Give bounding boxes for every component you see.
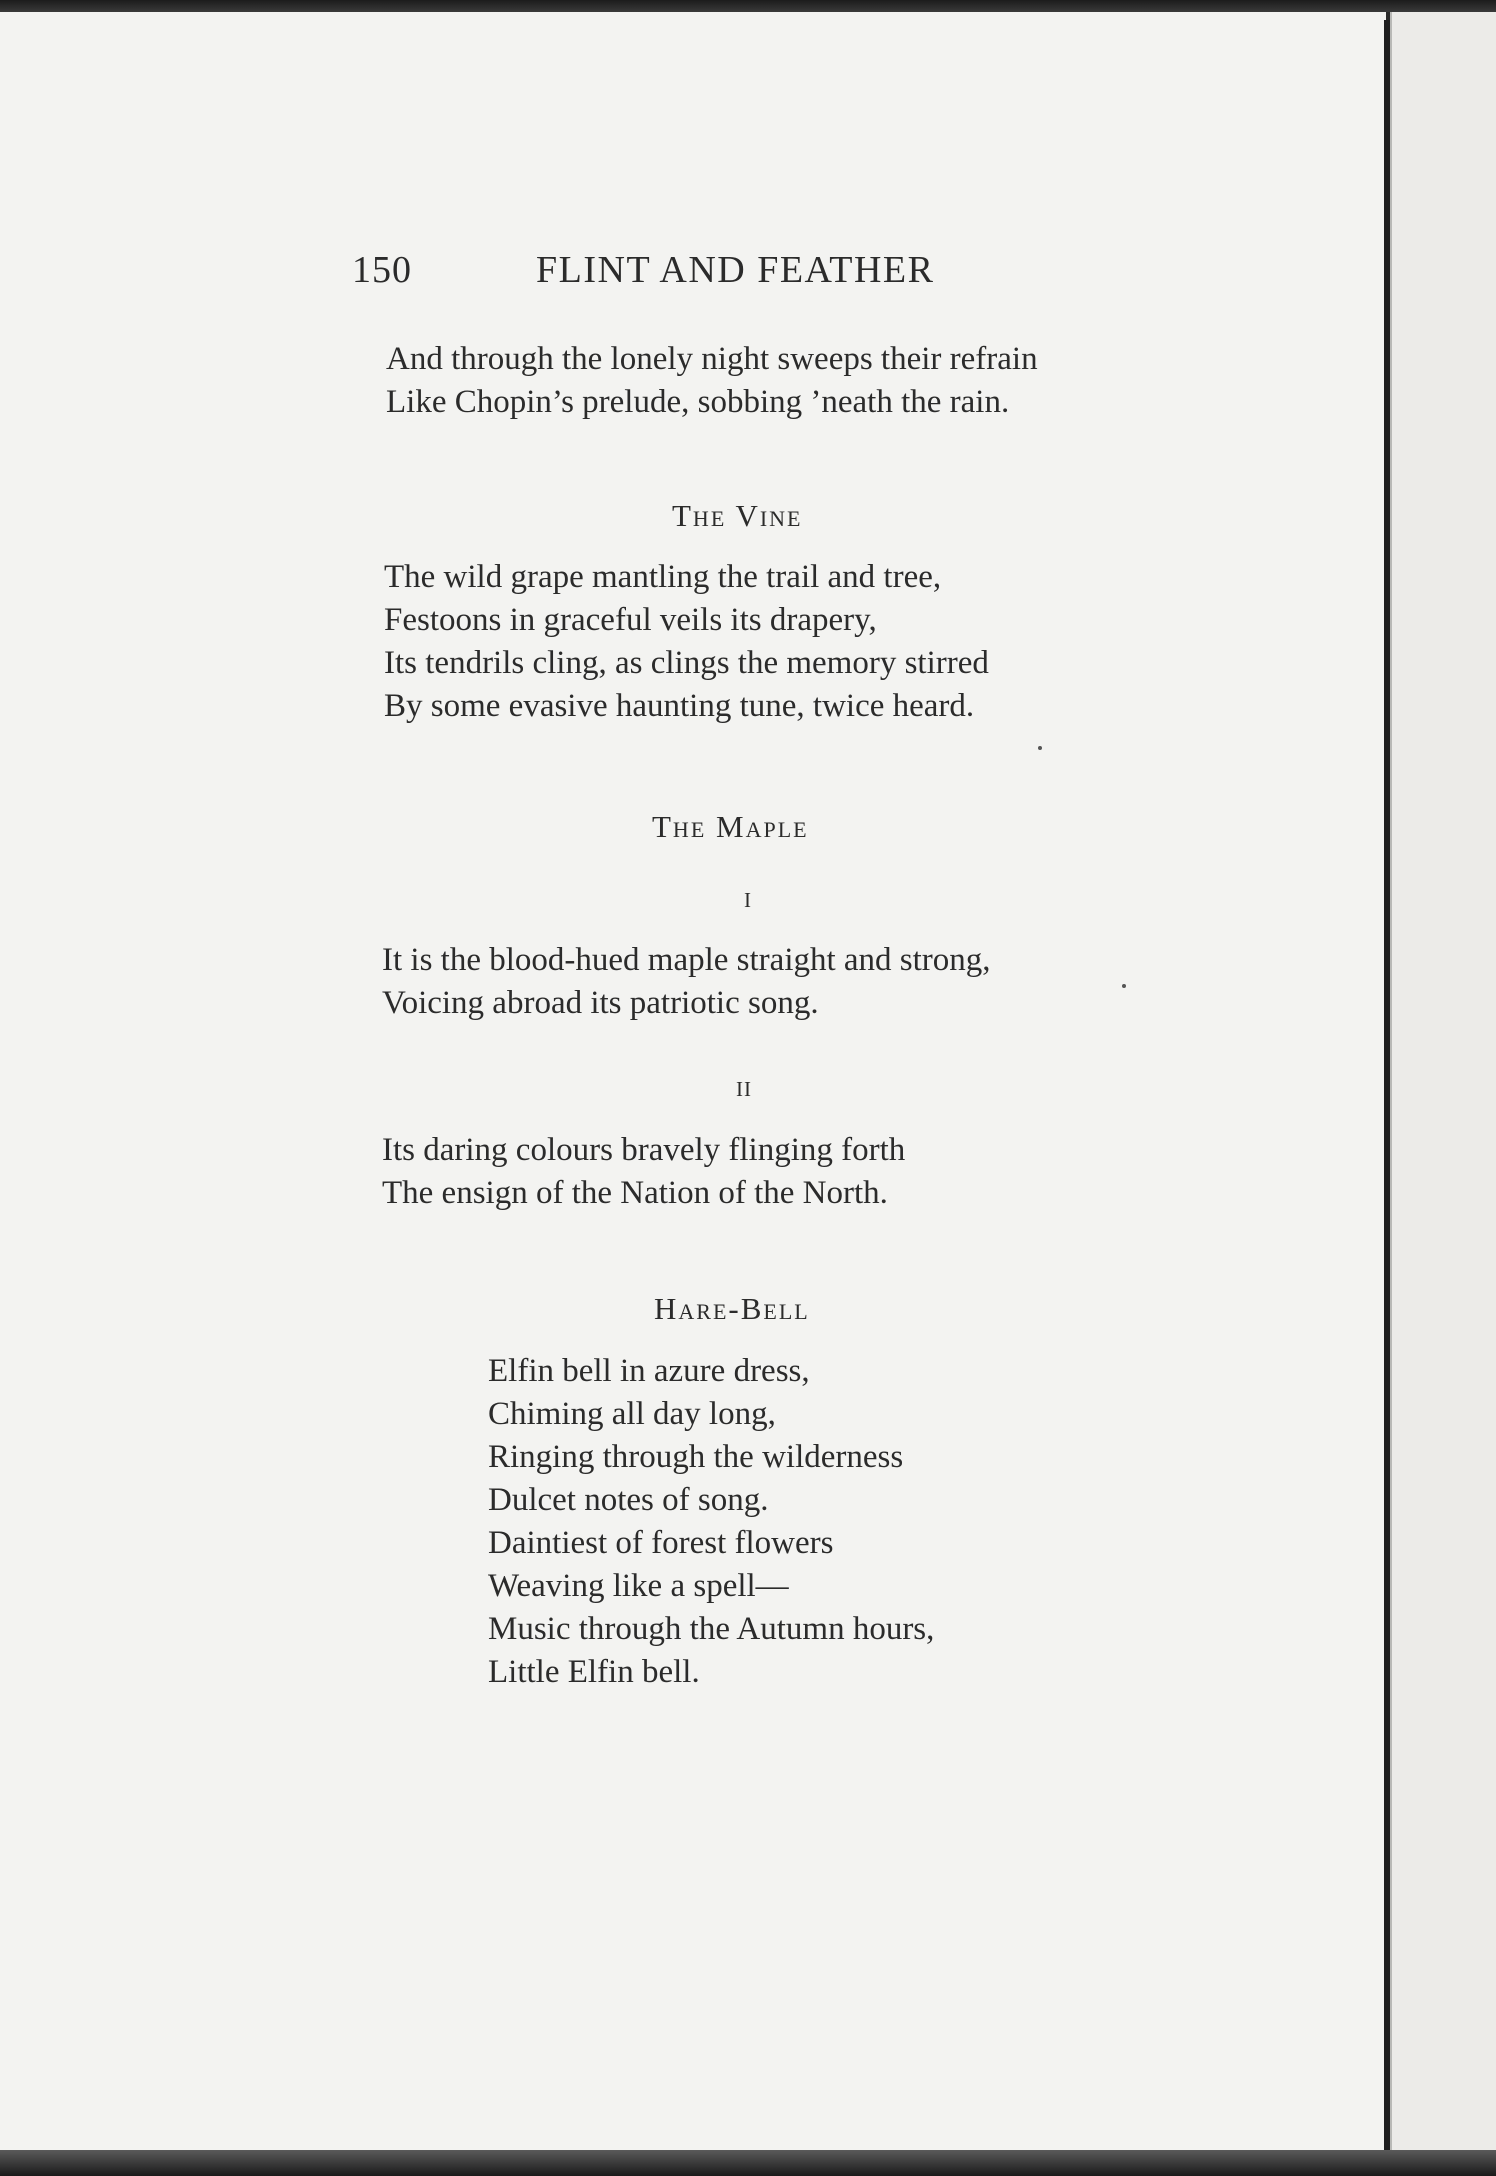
poem-line: Ringing through the wilderness	[488, 1439, 904, 1475]
poem-line: By some evasive haunting tune, twice heard.	[384, 688, 975, 724]
poem-line: It is the blood-hued maple straight and strong,	[382, 942, 991, 978]
poem-line: Elfin bell in azure dress,	[488, 1353, 810, 1389]
continued-poem-stanza	[386, 338, 1038, 424]
maple-stanza-two	[382, 1129, 905, 1215]
scan-top-edge	[0, 0, 1496, 12]
vine-stanza	[384, 556, 989, 728]
poem-line: Weaving like a spell—	[488, 1568, 789, 1604]
poem-line: Chiming all day long,	[488, 1396, 776, 1432]
adjacent-page-strip	[1390, 12, 1496, 2162]
poem-title-harebell: Hare-Bell	[654, 1291, 810, 1326]
poem-line: Like Chopin’s prelude, sobbing ’neath the rain.	[386, 384, 1010, 420]
paper-speck	[1122, 984, 1126, 988]
maple-stanza-one	[382, 939, 991, 1025]
harebell-stanza	[488, 1350, 934, 1694]
book-page	[0, 12, 1386, 2162]
section-numeral-one: I	[744, 888, 752, 912]
poem-line: Daintiest of forest flowers	[488, 1525, 834, 1561]
poem-title-vine: The Vine	[672, 498, 803, 533]
poem-line: Voicing abroad its patriotic song.	[382, 985, 819, 1021]
book-title: FLINT AND FEATHER	[536, 249, 935, 291]
section-numeral-two: II	[736, 1077, 752, 1101]
paper-speck	[1038, 746, 1042, 750]
poem-line: Dulcet notes of song.	[488, 1482, 769, 1518]
page-number: 150	[352, 249, 412, 291]
poem-line: Festoons in graceful veils its drapery,	[384, 602, 877, 638]
poem-title-maple: The Maple	[652, 809, 809, 844]
scan-bottom-edge	[0, 2150, 1496, 2176]
poem-line: The ensign of the Nation of the North.	[382, 1175, 888, 1211]
poem-line: Little Elfin bell.	[488, 1654, 700, 1690]
poem-line: The wild grape mantling the trail and tree,	[384, 559, 942, 595]
poem-line: Music through the Autumn hours,	[488, 1611, 935, 1647]
poem-line: Its tendrils cling, as clings the memory stirred	[384, 645, 989, 681]
poem-line: Its daring colours bravely flinging forth	[382, 1132, 906, 1168]
poem-line: And through the lonely night sweeps their refrain	[386, 341, 1038, 377]
